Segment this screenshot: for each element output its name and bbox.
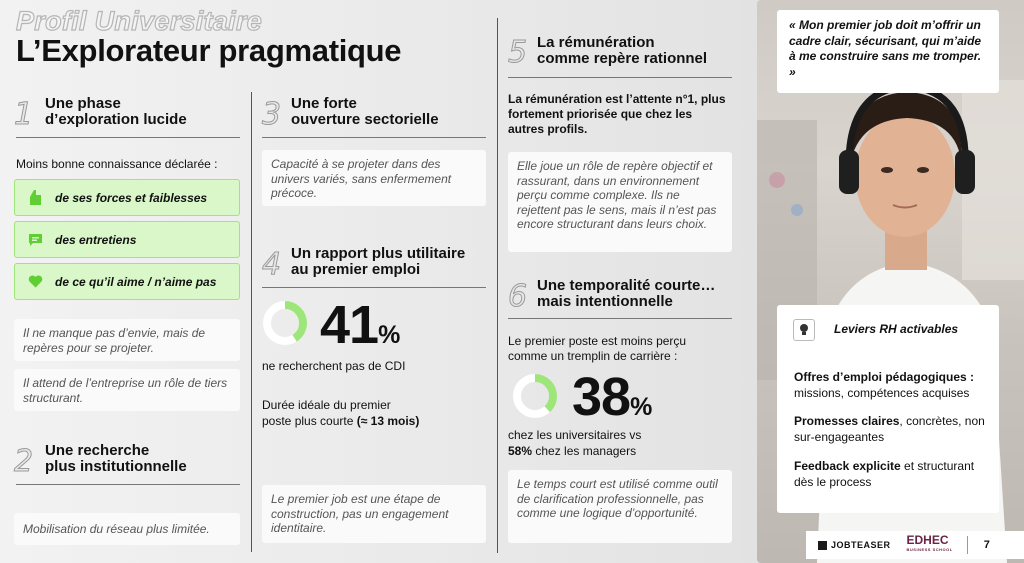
lightbulb-icon: [793, 319, 815, 341]
footer-separator: [967, 536, 968, 554]
knowledge-item: de ce qu’il aime / n’aime pas: [14, 263, 240, 300]
section-rule: [262, 287, 486, 288]
student-quote: « Mon premier job doit m’offrir un cadre clair, sécurisant, qui m’aide à me construire sans me tromper. »: [777, 10, 999, 93]
lever-item: Offres d’emploi pédagogiques : missions, compétences acquises: [794, 370, 975, 400]
career-caption: chez les universitaires vs 58% chez les managers: [508, 428, 642, 458]
insight-card: Il attend de l’entreprise un rôle de tiers structurant.: [14, 369, 240, 411]
jobteaser-logo: JOBTEASER: [818, 540, 891, 550]
section-rule: [508, 77, 732, 78]
career-intro: Le premier poste est moins perçu comme un tremplin de carrière :: [508, 334, 687, 363]
page-number: 7: [983, 539, 990, 551]
section-number: 2: [14, 444, 34, 479]
section-number: 4: [262, 247, 282, 282]
section-title: Une phase d’exploration lucide: [45, 95, 187, 128]
levers-title: Leviers RH activables: [834, 322, 959, 336]
section-rule: [16, 137, 240, 138]
section-number: 6: [508, 279, 528, 314]
column-divider: [251, 92, 252, 552]
knowledge-item: de ses forces et faiblesses: [14, 179, 240, 216]
section-title: Un rapport plus utilitaire au premier emploi: [291, 245, 466, 278]
career-donut: [512, 373, 558, 419]
insight-card: Elle joue un rôle de repère objectif et rassurant, dans un environnement perçu comme complexe. Ils ne rejettent pas le sens, mais il n’est pas encore structurant dans leurs choix.: [508, 152, 732, 252]
insight-card: Capacité à se projeter dans des univers variés, sans enfermement précoce.: [262, 150, 486, 206]
lever-item: Feedback explicite et structurant dès le process: [794, 459, 975, 489]
column-divider: [497, 18, 498, 553]
duration-text: Durée idéale du premier poste plus courte (≈ 13 mois): [262, 398, 420, 428]
cdi-caption: ne recherchent pas de CDI: [262, 359, 406, 373]
knowledge-item: des entretiens: [14, 221, 240, 258]
heart-icon: [27, 274, 43, 290]
insight-card: Le temps court est utilisé comme outil de clarification professionnelle, pas comme une logique d’opportunité.: [508, 470, 732, 543]
section-title: Une temporalité courte… mais intentionnelle: [537, 277, 716, 310]
insight-card: Il ne manque pas d’envie, mais de repères pour se projeter.: [14, 319, 240, 361]
section-rule: [16, 484, 240, 485]
page-title: L’Explorateur pragmatique: [16, 33, 402, 68]
section-number: 1: [14, 97, 34, 132]
section-rule: [262, 137, 486, 138]
edhec-logo: EDHEC BUSINESS SCHOOL: [906, 533, 953, 552]
lever-item: Promesses claires, concrètes, non sur-engageantes: [794, 414, 985, 444]
section-number: 5: [508, 35, 528, 70]
cdi-stat: 41%: [320, 295, 401, 355]
knowledge-intro: Moins bonne connaissance déclarée :: [16, 157, 218, 171]
insight-card: Mobilisation du réseau plus limitée.: [14, 513, 240, 545]
thumbs-icon: [27, 190, 43, 206]
salary-intro: La rémunération est l’attente n°1, plus fortement priorisée que chez les autres profils.: [508, 92, 726, 136]
chat-icon: [27, 232, 43, 248]
profile-kicker: Profil Universitaire: [16, 6, 263, 36]
career-stat: 38%: [572, 367, 653, 427]
section-number: 3: [262, 97, 282, 132]
section-title: Une recherche plus institutionnelle: [45, 442, 187, 475]
insight-card: Le premier job est une étape de construction, pas un engagement identitaire.: [262, 485, 486, 543]
section-title: Une forte ouverture sectorielle: [291, 95, 439, 128]
footer-logos: [806, 531, 1024, 559]
hr-levers-card: [777, 305, 999, 513]
section-rule: [508, 318, 732, 319]
cdi-donut: [262, 300, 308, 346]
section-title: La rémunération comme repère rationnel: [537, 34, 708, 67]
